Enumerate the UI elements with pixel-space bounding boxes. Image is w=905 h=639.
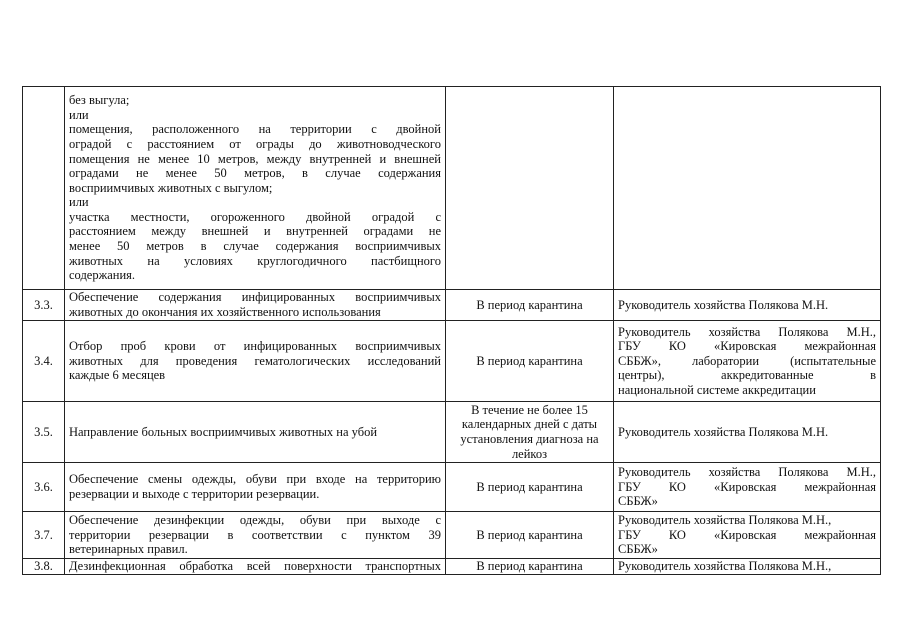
measure-description-cell xyxy=(65,559,446,575)
term-line: В период карантина xyxy=(476,559,583,574)
measure-description-cell xyxy=(65,512,446,559)
description-line: животных для проведения гематологических исследований xyxy=(69,353,441,368)
responsible-line: национальной системе аккредитации xyxy=(618,382,816,397)
measure-description-cell xyxy=(65,402,446,463)
term-cell xyxy=(446,87,614,290)
row-number-cell: 3.5. xyxy=(23,402,65,463)
description-line: помещения не менее 10 метров, между внутренней и внешней xyxy=(69,151,441,166)
responsible-line: СББЖ» xyxy=(618,542,658,557)
responsible-cell xyxy=(614,512,881,559)
responsible-line: ГБУ КО «Кировская межрайонная xyxy=(618,527,876,542)
row-number-cell: 3.7. xyxy=(23,512,65,559)
term-line: В период карантина xyxy=(476,297,583,312)
description-line: восприимчивых животных с выгулом; xyxy=(69,180,273,195)
description-line: резервации и выходе с территории резервации. xyxy=(69,487,320,501)
description-line: оградами не менее 50 метров, в случае содержания xyxy=(69,166,441,181)
term-cell xyxy=(446,559,614,575)
description-line: Дезинфекционная обработка всей поверхности транспортных xyxy=(69,559,441,574)
responsible-cell xyxy=(614,559,881,575)
row-number-cell: 3.8. xyxy=(23,559,65,575)
responsible-line: Руководитель хозяйства Полякова М.Н., xyxy=(618,513,832,528)
responsible-line: ГБУ КО «Кировская межрайонная xyxy=(618,479,876,494)
description-line: ветеринарных правил. xyxy=(69,542,188,557)
table-row xyxy=(23,512,881,559)
description-line: каждые 6 месяцев xyxy=(69,368,166,383)
description-line: или xyxy=(69,195,89,210)
term-cell xyxy=(446,402,614,463)
description-line: животных до окончания их хозяйственного использования xyxy=(69,305,381,319)
description-line: расстоянием между внешней и внутренней оградами не xyxy=(69,224,441,239)
description-line: менее 50 метров в случае содержания восприимчивых xyxy=(69,239,441,254)
table-row xyxy=(23,559,881,575)
responsible-line: центры), аккредитованные в xyxy=(618,368,876,383)
table-row xyxy=(23,321,881,402)
description-line: Направление больных восприимчивых животных на убой xyxy=(69,424,378,439)
description-line: Отбор проб крови от инфицированных восприимчивых xyxy=(69,339,441,354)
term-cell xyxy=(446,290,614,321)
description-line: помещения, расположенного на территории с двойной xyxy=(69,122,441,137)
row-number-cell: 3.4. xyxy=(23,321,65,402)
measures-table-body xyxy=(23,87,881,575)
term-line: календарных дней с даты xyxy=(461,417,598,432)
description-line: содержания. xyxy=(69,268,136,283)
description-line: Обеспечение смены одежды, обуви при входе на территорию xyxy=(69,472,441,487)
description-line: без выгула; xyxy=(69,93,130,108)
responsible-line: СББЖ», лаборатории (испытательные xyxy=(618,353,876,368)
responsible-line: Руководитель хозяйства Полякова М.Н. xyxy=(618,297,829,312)
responsible-line: ГБУ КО «Кировская межрайонная xyxy=(618,339,876,354)
measure-description-cell xyxy=(65,87,446,290)
description-line: Обеспечение дезинфекции одежды, обуви при выходе с xyxy=(69,513,441,528)
term-cell xyxy=(446,512,614,559)
term-line: В период карантина xyxy=(476,479,583,494)
table-row xyxy=(23,87,881,290)
row-number-cell xyxy=(23,87,65,290)
responsible-line: СББЖ» xyxy=(618,494,658,509)
term-line: В период карантина xyxy=(476,353,583,368)
term-line: В течение не более 15 xyxy=(471,402,588,417)
responsible-cell xyxy=(614,321,881,402)
responsible-cell xyxy=(614,290,881,321)
measure-description-cell xyxy=(65,463,446,512)
table-row xyxy=(23,290,881,321)
responsible-line: Руководитель хозяйства Полякова М.Н., xyxy=(618,324,876,339)
responsible-cell xyxy=(614,463,881,512)
term-line: установления диагноза на xyxy=(460,432,599,446)
measure-description-cell xyxy=(65,321,446,402)
measures-table xyxy=(22,86,881,575)
responsible-cell xyxy=(614,87,881,290)
description-line: животных на условиях круглогодичного пастбищного xyxy=(69,253,441,268)
description-line: оградой с расстоянием от ограды до животноводческого xyxy=(69,136,441,151)
table-row xyxy=(23,463,881,512)
measure-description-cell xyxy=(65,290,446,321)
table-row xyxy=(23,402,881,463)
row-number-cell: 3.3. xyxy=(23,290,65,321)
description-line: территории резервации в соответствии с пунктом 39 xyxy=(69,527,441,542)
description-line: или xyxy=(69,107,89,122)
responsible-cell xyxy=(614,402,881,463)
description-line: Обеспечение содержания инфицированных восприимчивых xyxy=(69,290,441,305)
term-line: В период карантина xyxy=(476,527,583,542)
responsible-line: Руководитель хозяйства Полякова М.Н. xyxy=(618,424,829,439)
responsible-line: Руководитель хозяйства Полякова М.Н., xyxy=(618,465,876,480)
responsible-line: Руководитель хозяйства Полякова М.Н., xyxy=(618,559,832,574)
row-number-cell: 3.6. xyxy=(23,463,65,512)
term-cell xyxy=(446,463,614,512)
description-line: участка местности, огороженного двойной оградой с xyxy=(69,209,441,224)
term-cell xyxy=(446,321,614,402)
term-line: лейкоз xyxy=(511,446,548,461)
